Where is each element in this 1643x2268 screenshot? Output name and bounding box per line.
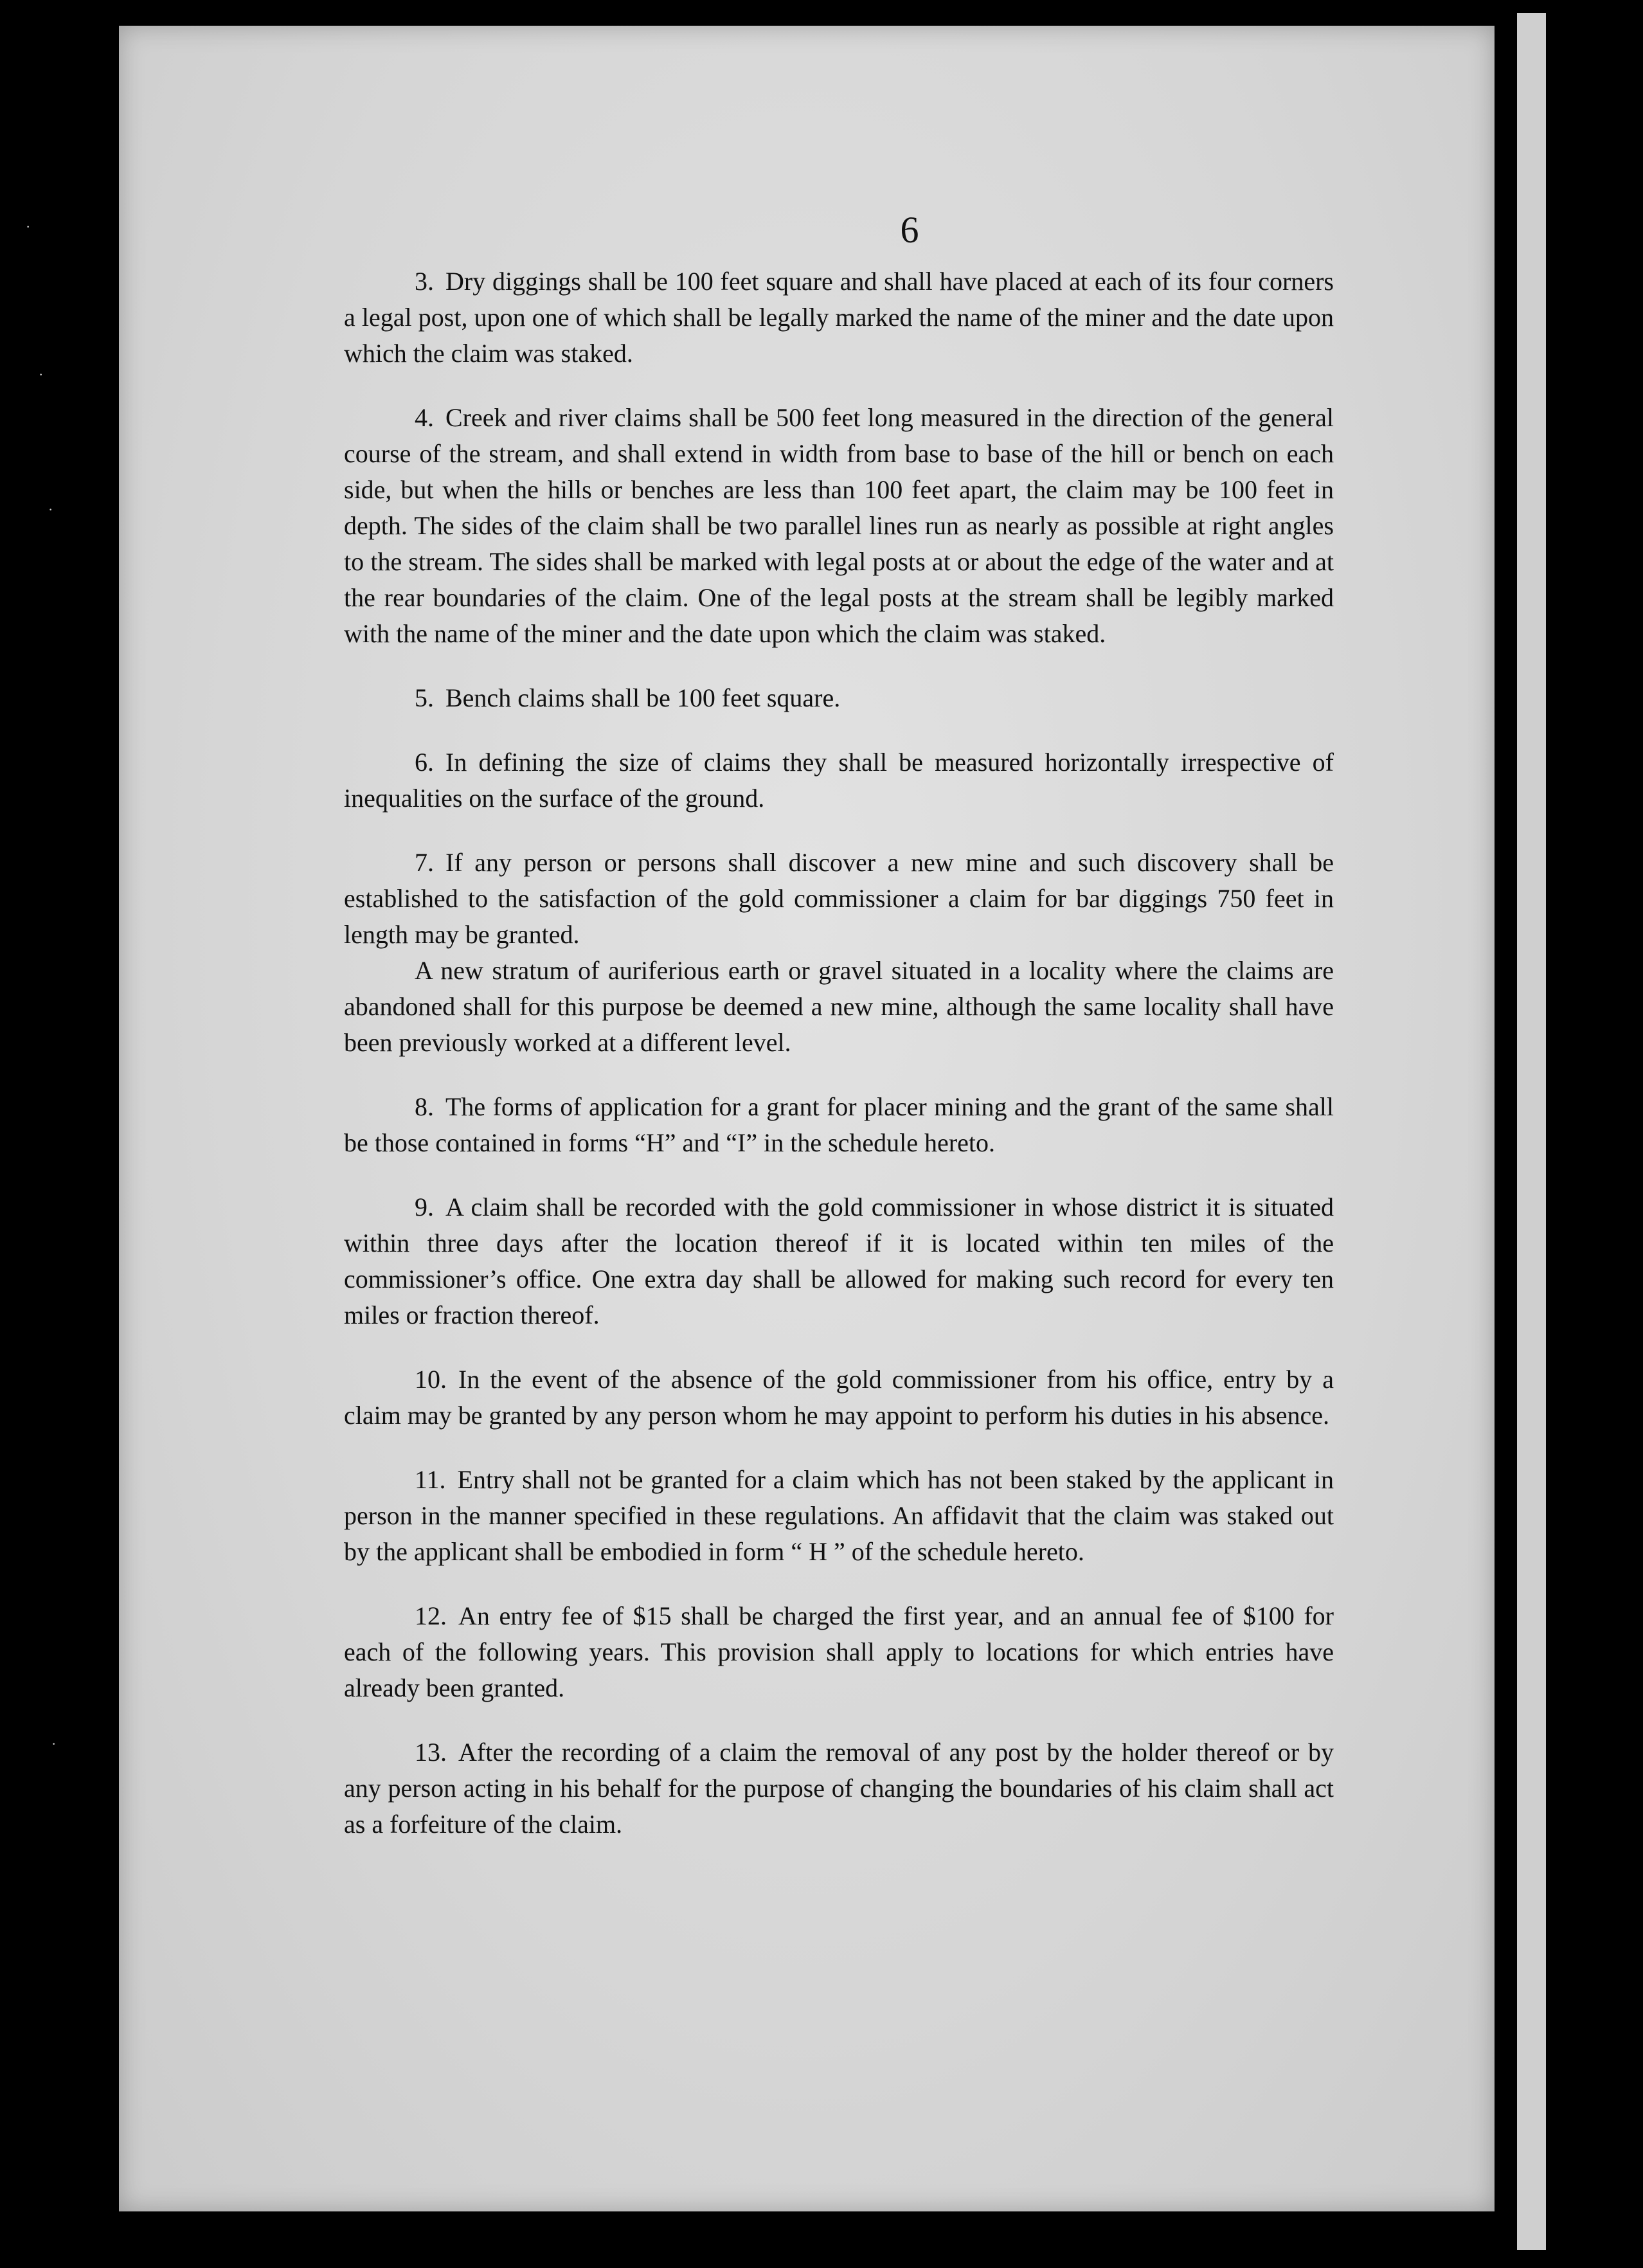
adjacent-page-edge <box>1517 13 1546 2250</box>
paragraph-number: 6. <box>415 748 434 777</box>
speck: · <box>39 366 44 382</box>
paragraph-text: An entry fee of $15 shall be charged the first year, and an annual fee of $100 for each of the following years. This provision shall apply to locations for which entries have already been granted. <box>344 1601 1334 1702</box>
paragraph-text: A new stratum of auriferious earth or gravel situated in a locality where the claims are abandoned shall for this purpose be deemed a new mine, although the same locality shall have been previously worked at a different level. <box>344 956 1334 1057</box>
paragraph-number: 10. <box>415 1365 447 1394</box>
paragraph-6 <box>344 744 1334 816</box>
paragraph-text: Bench claims shall be 100 feet square. <box>445 683 841 712</box>
paragraph-9 <box>344 1189 1334 1333</box>
paragraph-number: 12. <box>415 1601 447 1630</box>
paragraph-7-continued <box>344 953 1334 1061</box>
paragraph-number: 8. <box>415 1092 434 1121</box>
speck: · <box>26 219 31 235</box>
paragraph-text: After the recording of a claim the removal of any post by the holder thereof or by any person acting in his behalf for the purpose of changing the boundaries of his claim shall act as a forfeiture of the claim. <box>344 1738 1334 1839</box>
paragraph-8 <box>344 1089 1334 1161</box>
paragraph-number: 9. <box>415 1192 434 1221</box>
paragraph-number: 7. <box>415 848 434 877</box>
paragraph-number: 3. <box>415 267 434 296</box>
paragraph-11 <box>344 1462 1334 1570</box>
paragraph-4 <box>344 400 1334 652</box>
paragraph-number: 4. <box>415 403 434 432</box>
speck: · <box>51 1736 57 1752</box>
speck: · <box>48 501 53 518</box>
paragraph-number: 5. <box>415 683 434 712</box>
paragraph-text: Creek and river claims shall be 500 feet long measured in the direction of the general course of the stream, and shall extend in width from base to base of the hill or bench on each side, but when the hills or benches are less than 100 feet apart, the claim may be 100 feet in depth. The sides of the claim shall be two parallel lines run as nearly as possible at right angles to the stream. The sides shall be marked with legal posts at or about the edge of the water and at the rear boundaries of the claim. One of the legal posts at the stream shall be legibly marked with the name of the miner and the date upon which the claim was staked. <box>344 403 1334 648</box>
page-number: 6 <box>900 209 919 251</box>
paragraph-text: In the event of the absence of the gold commissioner from his office, entry by a claim may be granted by any person whom he may appoint to perform his duties in his absence. <box>344 1365 1334 1430</box>
paragraph-text: If any person or persons shall discover a new mine and such discovery shall be established to the satisfaction of the gold commissioner a claim for bar diggings 750 feet in length may be granted. <box>344 848 1334 949</box>
paragraph-13 <box>344 1734 1334 1842</box>
paragraph-7 <box>344 845 1334 953</box>
paragraph-text: Dry diggings shall be 100 feet square and shall have placed at each of its four corners a legal post, upon one of which shall be legally marked the name of the miner and the date upon which the claim was staked. <box>344 267 1334 368</box>
paragraph-text: In defining the size of claims they shall be measured horizontally irrespective of inequalities on the surface of the ground. <box>344 748 1334 813</box>
paragraph-3 <box>344 264 1334 372</box>
paragraph-text: Entry shall not be granted for a claim which has not been staked by the applicant in person in the manner specified in these regulations. An affidavit that the claim was staked out by the applicant shall be embodied in form “ H ” of the schedule hereto. <box>344 1465 1334 1566</box>
paragraph-text: The forms of application for a grant for placer mining and the grant of the same shall be those contained in forms “H” and “I” in the schedule hereto. <box>344 1092 1334 1157</box>
paragraph-number: 11. <box>415 1465 446 1494</box>
paragraph-text: A claim shall be recorded with the gold commissioner in whose district it is situated within three days after the location thereof if it is located within ten miles of the commissioner’s office. One extra day shall be allowed for making such record for every ten miles or fraction thereof. <box>344 1192 1334 1329</box>
margin-specks <box>19 193 58 1800</box>
paragraph-5 <box>344 680 1334 716</box>
paragraph-10 <box>344 1362 1334 1434</box>
document-text <box>344 209 1334 1871</box>
paragraph-12 <box>344 1598 1334 1706</box>
paragraph-number: 13. <box>415 1738 447 1767</box>
